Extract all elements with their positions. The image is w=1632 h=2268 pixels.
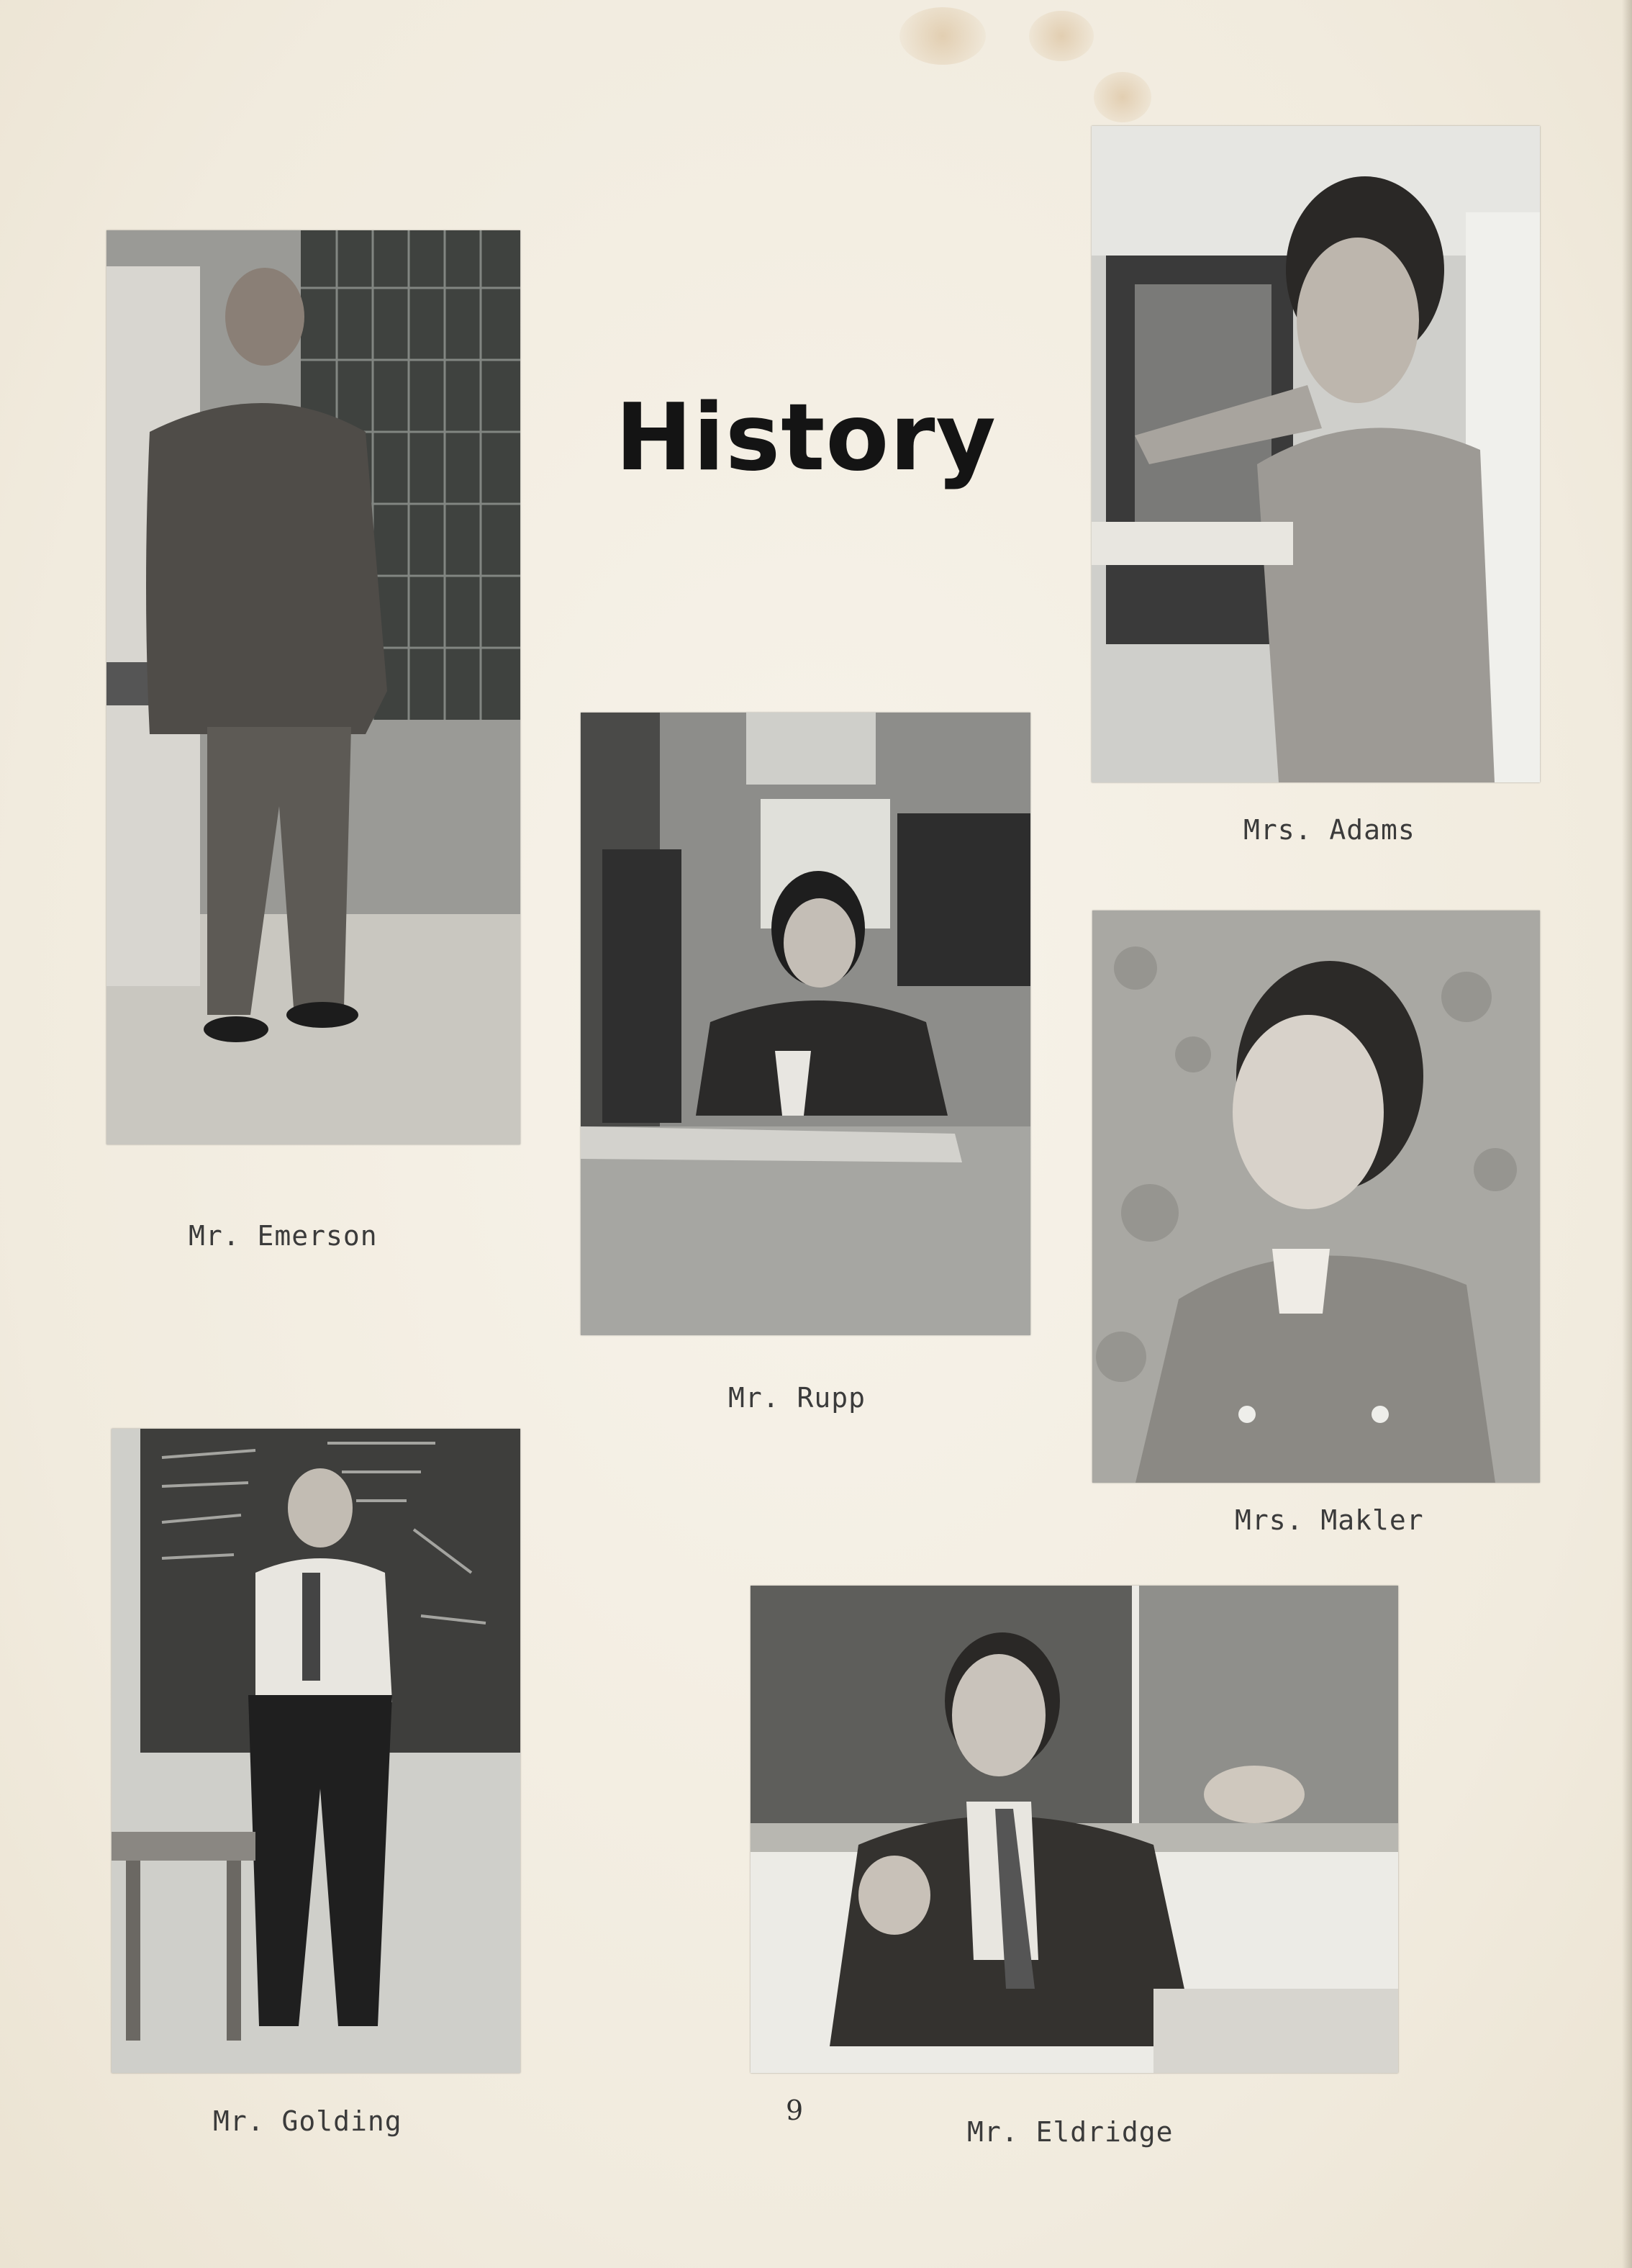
photo-makler — [1092, 911, 1540, 1483]
paper-stain — [1029, 11, 1094, 61]
page-title: History — [615, 384, 997, 492]
paper-stain — [1094, 72, 1151, 122]
caption-eldridge: Mr. Eldridge — [967, 2116, 1174, 2148]
photo-golding — [112, 1429, 520, 2073]
photo-rupp — [581, 713, 1030, 1335]
page-number: 9 — [786, 2095, 804, 2126]
caption-golding: Mr. Golding — [213, 2105, 402, 2137]
caption-makler: Mrs. Makler — [1235, 1504, 1424, 1536]
paper-stain — [899, 7, 986, 65]
caption-adams: Mrs. Adams — [1243, 814, 1415, 846]
photo-emerson — [106, 230, 520, 1144]
page-edge — [1622, 0, 1632, 2268]
caption-emerson: Mr. Emerson — [189, 1220, 378, 1252]
caption-rupp: Mr. Rupp — [728, 1382, 866, 1414]
photo-eldridge — [751, 1586, 1398, 2073]
photo-adams — [1092, 126, 1540, 782]
